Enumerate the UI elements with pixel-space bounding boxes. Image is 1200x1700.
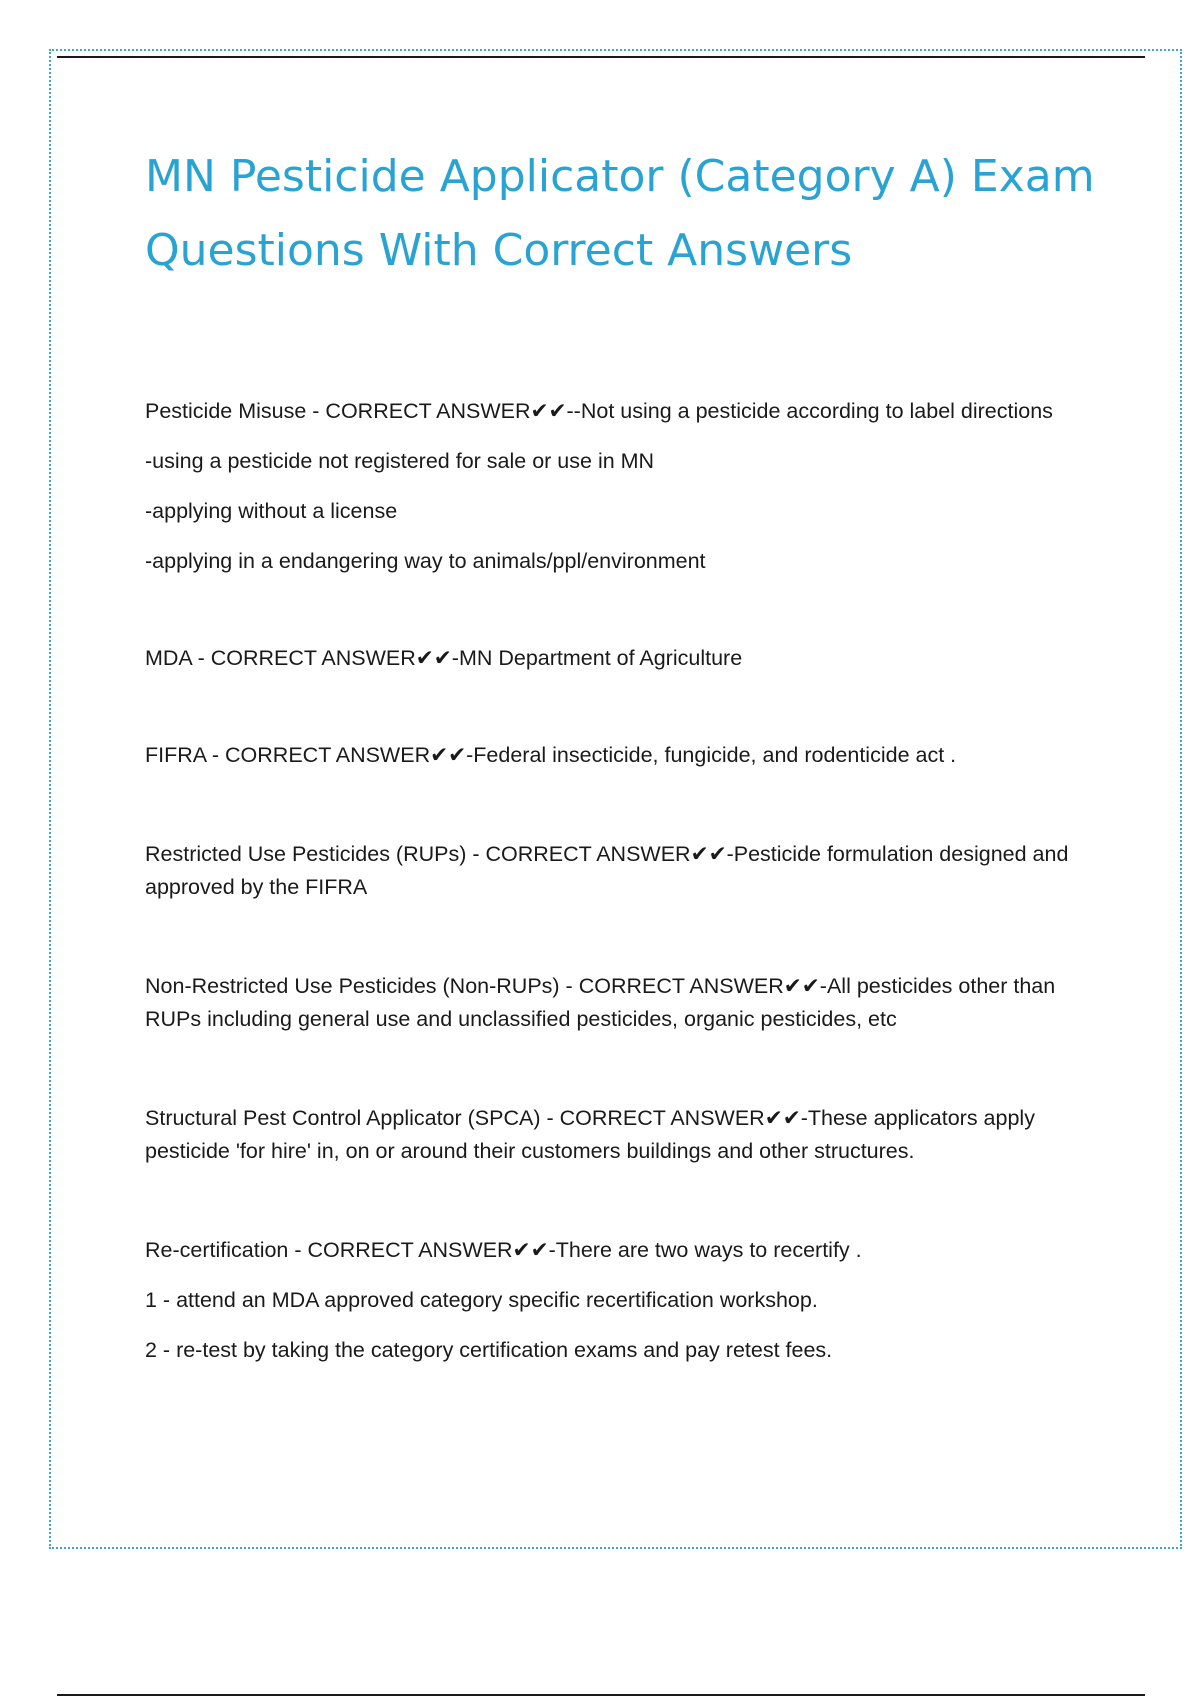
bottom-divider xyxy=(57,1694,1145,1696)
entry-text: MDA - CORRECT ANSWER✔✔-MN Department of Agriculture xyxy=(145,646,743,670)
qa-entry-rups xyxy=(145,838,1095,904)
qa-entry-mda xyxy=(145,642,1095,675)
entry-subline: -using a pesticide not registered for sale or use in MN xyxy=(145,449,655,473)
entry-text: Pesticide Misuse - CORRECT ANSWER✔✔--Not using a pesticide according to label directions xyxy=(145,399,1053,423)
entry-text: Re-certification - CORRECT ANSWER✔✔-There are two ways to recertify . xyxy=(145,1238,862,1262)
qa-entry-fifra xyxy=(145,739,1095,772)
entry-subline: -applying without a license xyxy=(145,499,398,523)
qa-entry-recertification xyxy=(145,1234,1095,1367)
entry-subline: 2 - re-test by taking the category certification exams and pay retest fees. xyxy=(145,1338,833,1362)
entry-subline: 1 - attend an MDA approved category specific recertification workshop. xyxy=(145,1288,818,1312)
qa-entry-non-rups xyxy=(145,970,1095,1036)
entry-subline: -applying in a endangering way to animals/ppl/environment xyxy=(145,549,706,573)
qa-entry-spca xyxy=(145,1102,1095,1168)
entry-text: Restricted Use Pesticides (RUPs) - CORRECT ANSWER✔✔-Pesticide formulation designed and approved by the FIFRA xyxy=(145,842,1069,899)
qa-list xyxy=(145,395,1095,1367)
document-title: MN Pesticide Applicator (Category A) Exam Questions With Correct Answers xyxy=(145,151,1095,276)
entry-text: FIFRA - CORRECT ANSWER✔✔-Federal insecticide, fungicide, and rodenticide act . xyxy=(145,743,957,767)
qa-entry-pesticide-misuse xyxy=(145,395,1095,578)
entry-text: Structural Pest Control Applicator (SPCA) - CORRECT ANSWER✔✔-These applicators apply pesticide 'for hire' in, on or around their customers buildings and other structures. xyxy=(145,1106,1035,1163)
top-divider xyxy=(57,56,1145,58)
entry-text: Non-Restricted Use Pesticides (Non-RUPs) - CORRECT ANSWER✔✔-All pesticides other than RUPs including general use and unclassified pesticides, organic pesticides, etc xyxy=(145,974,1056,1031)
